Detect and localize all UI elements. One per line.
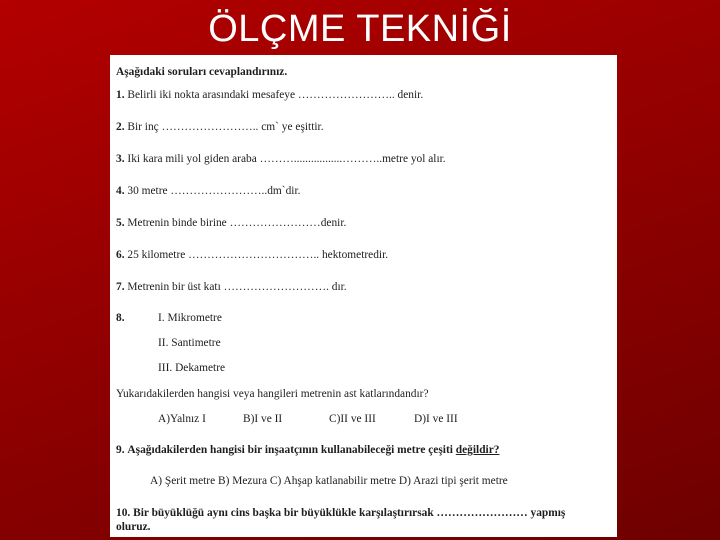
question-number: 1. xyxy=(116,89,125,101)
question-number: 7. xyxy=(116,281,125,293)
question-8-number: 8. xyxy=(116,312,125,324)
question-text: 30 metre ……………………..dm`dir. xyxy=(127,185,301,197)
question-4 xyxy=(116,185,300,197)
question-8-item-2: II. Santimetre xyxy=(158,337,221,349)
question-6 xyxy=(116,249,388,261)
question-text: Bir büyüklüğü aynı cins başka bir büyüklükle karşılaştırırsak …………………… yapmış xyxy=(133,507,566,519)
question-8-item-1: I. Mikrometre xyxy=(158,312,222,324)
question-text: Aşağıdakilerden hangisi bir inşaatçının kullanabileceği metre çeşiti xyxy=(127,444,453,456)
question-number: 4. xyxy=(116,185,125,197)
question-8-option-a: A)Yalnız I xyxy=(158,413,206,425)
question-8-text: Yukarıdakilerden hangisi veya hangileri metrenin ast katlarındandır? xyxy=(116,388,429,400)
question-text: Belirli iki nokta arasındaki mesafeye …………………….. denir. xyxy=(127,89,424,101)
question-5 xyxy=(116,217,346,229)
question-number: 5. xyxy=(116,217,125,229)
question-8-item-3: III. Dekametre xyxy=(158,362,226,374)
question-10-continuation: oluruz. xyxy=(116,521,151,533)
question-7 xyxy=(116,281,347,293)
question-8-option-d: D)I ve III xyxy=(414,413,458,425)
question-9-options: A) Şerit metre B) Mezura C) Ahşap katlanabilir metre D) Arazi tipi şerit metre xyxy=(150,475,508,487)
question-text: Metrenin binde birine ……………………denir. xyxy=(127,217,347,229)
question-text: Metrenin bir üst katı ………………………. dır. xyxy=(127,281,347,293)
question-number: 6. xyxy=(116,249,125,261)
question-number: 3. xyxy=(116,153,125,165)
question-1 xyxy=(116,89,423,101)
question-number: 2. xyxy=(116,121,125,133)
question-8-option-c: C)II ve III xyxy=(329,413,376,425)
question-2 xyxy=(116,121,324,133)
question-10 xyxy=(116,507,565,519)
slide-title: ÖLÇME TEKNİĞİ xyxy=(208,8,512,50)
question-number: 9. xyxy=(116,444,125,456)
question-emphasis: değildir? xyxy=(455,444,500,456)
question-text: Bir inç …………………….. cm` ye eşittir. xyxy=(127,121,324,133)
question-text: 25 kilometre …………………………….. hektometredir. xyxy=(127,249,389,261)
question-9 xyxy=(116,444,499,456)
question-number: 10. xyxy=(116,507,131,519)
question-8-option-b: B)I ve II xyxy=(243,413,283,425)
question-text: Iki kara mili yol giden araba ……….................………..metre yol alır. xyxy=(127,153,446,165)
worksheet-heading: Aşağıdaki soruları cevaplandırınız. xyxy=(116,66,288,78)
worksheet-page xyxy=(110,55,617,537)
question-3 xyxy=(116,153,446,165)
